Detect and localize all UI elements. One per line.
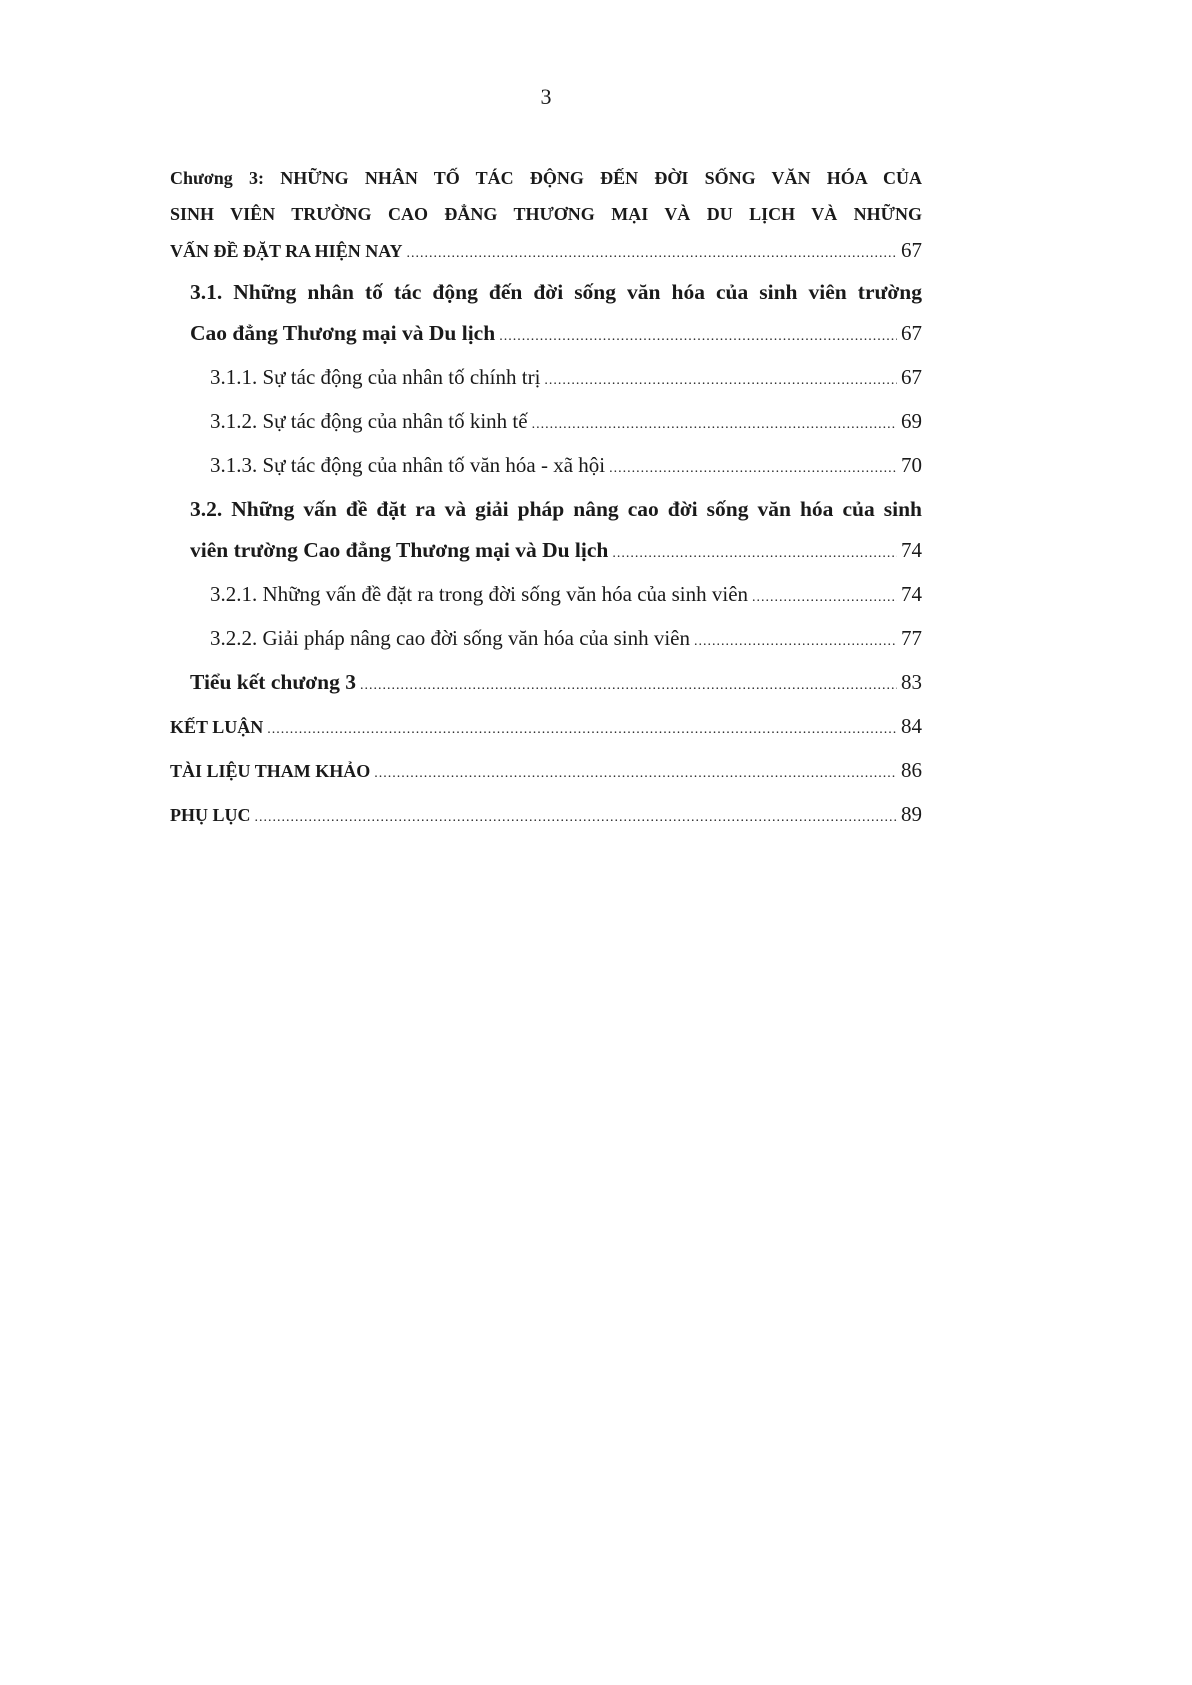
dot-leader <box>499 316 897 357</box>
entry-label: TÀI LIỆU THAM KHẢO <box>170 761 371 781</box>
section-title-line-1: 3.1. Những nhân tố tác động đến đời sống văn hóa của sinh viên trường <box>190 280 922 304</box>
entry-label: 3.1.1. Sự tác động của nhân tố chính trị <box>210 365 541 389</box>
dot-leader <box>609 448 897 489</box>
page-ref: 83 <box>901 670 922 694</box>
dot-leader <box>360 665 897 706</box>
toc-entry-3-2-2[interactable] <box>170 618 922 662</box>
entry-label: KẾT LUẬN <box>170 717 264 737</box>
dot-leader <box>544 360 897 401</box>
toc-entry-references[interactable] <box>170 750 922 794</box>
toc-entry-chapter-summary[interactable] <box>170 662 922 706</box>
chapter-title-line-3: VẤN ĐỀ ĐẶT RA HIỆN NAY <box>170 241 403 261</box>
dot-leader <box>532 404 897 445</box>
section-title-line-2: Cao đẳng Thương mại và Du lịch <box>190 321 496 345</box>
page-ref: 67 <box>901 238 922 262</box>
entry-label: PHỤ LỤC <box>170 805 251 825</box>
entry-label: Tiểu kết chương 3 <box>190 670 356 694</box>
page-ref: 67 <box>901 321 922 345</box>
page-ref: 74 <box>901 538 922 562</box>
page-ref: 84 <box>901 714 922 738</box>
page-ref: 89 <box>901 802 922 826</box>
table-of-contents <box>170 160 922 838</box>
page-number: 3 <box>540 84 552 109</box>
entry-label: 3.1.3. Sự tác động của nhân tố văn hóa - xã hội <box>210 453 606 477</box>
dot-leader <box>612 533 897 574</box>
section-title-line-2: viên trường Cao đẳng Thương mại và Du lịch <box>190 538 609 562</box>
dot-leader <box>374 753 897 794</box>
dot-leader <box>694 621 897 662</box>
dot-leader <box>752 577 897 618</box>
dot-leader <box>407 236 897 272</box>
page-ref: 67 <box>901 365 922 389</box>
toc-entry-3-1-1[interactable] <box>170 357 922 401</box>
page-ref: 69 <box>901 409 922 433</box>
toc-entry-3-1-2[interactable] <box>170 401 922 445</box>
toc-entry-chapter-3[interactable] <box>170 160 922 272</box>
page-ref: 86 <box>901 758 922 782</box>
chapter-title-line-1: Chương 3: NHỮNG NHÂN TỐ TÁC ĐỘNG ĐẾN ĐỜI SỐNG VĂN HÓA CỦA <box>170 168 922 188</box>
toc-entry-3-1-3[interactable] <box>170 445 922 489</box>
entry-label: 3.1.2. Sự tác động của nhân tố kinh tế <box>210 409 528 433</box>
toc-entry-3-2-1[interactable] <box>170 574 922 618</box>
chapter-title-line-2: SINH VIÊN TRƯỜNG CAO ĐẲNG THƯƠNG MẠI VÀ DU LỊCH VÀ NHỮNG <box>170 204 922 224</box>
page-ref: 74 <box>901 582 922 606</box>
section-title-line-1: 3.2. Những vấn đề đặt ra và giải pháp nâng cao đời sống văn hóa của sinh <box>190 497 922 521</box>
page-ref: 70 <box>901 453 922 477</box>
entry-label: 3.2.2. Giải pháp nâng cao đời sống văn hóa của sinh viên <box>210 626 690 650</box>
entry-label: 3.2.1. Những vấn đề đặt ra trong đời sống văn hóa của sinh viên <box>210 582 749 606</box>
dot-leader <box>267 709 897 750</box>
page-ref: 77 <box>901 626 922 650</box>
toc-entry-section-3-2[interactable] <box>170 489 922 574</box>
toc-entry-appendix[interactable] <box>170 794 922 838</box>
toc-entry-section-3-1[interactable] <box>170 272 922 357</box>
dot-leader <box>255 797 898 838</box>
toc-entry-conclusion[interactable] <box>170 706 922 750</box>
